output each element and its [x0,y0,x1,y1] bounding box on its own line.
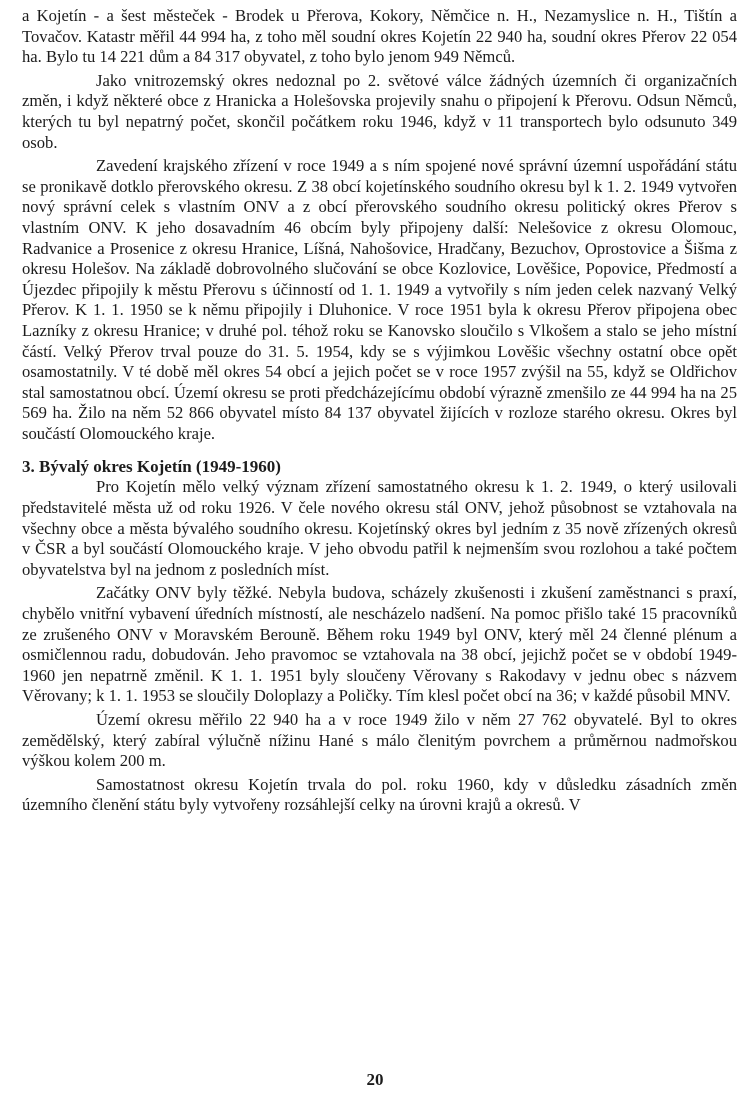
page-number: 20 [366,1070,384,1089]
body-text-before [22,6,737,444]
paragraph-7: Samostatnost okresu Kojetín trvala do pol. roku 1960, kdy v důsledku zásadních změn územního členění státu byly vytvořeny rozsáhlejší celky na úrovni krajů a okresů. V [22,774,737,815]
paragraph-5: Začátky ONV byly těžké. Nebyla budova, scházely zkušenosti i zkušení zaměstnanci s praxí, chybělo vnitřní vybavení úředních místností, ale nescházelo nadšení. Na pomoc přišlo také 15 pracovníků ze zrušeného ONV v Moravském Berouně. Během roku 1949 byl ONV, který měl 24 členné plénum a osmičlennou radu, dobudován. Jeho pravomoc se vztahovala na 38 obcí, jejichž počet se v období 1949-1960 jen nepatrně změnil. K 1. 1. 1951 byly sloučeny Věrovany s Rakodavy v jednu obec s názvem Věrovany; k 1. 1. 1953 se sloučily Doloplazy a Poličky. Tím klesl počet obcí na 36; v každé působil MNV. [22,583,737,706]
document-page [22,6,737,819]
section-heading: 3. Bývalý okres Kojetín (1949-1960) [22,457,281,477]
paragraph-2: Jako vnitrozemský okres nedoznal po 2. světové válce žádných územních či organizačních změn, i když některé obce z Hranicka a Holešovska projevily snahu o připojení k Přerovu. Odsun Němců, kterých tu byl nepatrný počet, skončil počátkem roku 1946, když v 11 transportech bylo odsunuto 349 osob. [22,70,737,152]
paragraph-6: Území okresu měřilo 22 940 ha a v roce 1949 žilo v něm 27 762 obyvatelé. Byl to okres zemědělský, který zabíral výlučně nížinu Hané s málo členitým povrchem a průměrnou nadmořskou výškou kolem 200 m. [22,710,737,771]
paragraph-3: Zavedení krajského zřízení v roce 1949 a s ním spojené nové správní územní uspořádání státu se pronikavě dotklo přerovského okresu. Z 38 obcí kojetínského soudního okresu byl k 1. 2. 1949 vytvořen nový správní celek s vlastním ONV a z obcí přerovského soudního okresu politický okres Přerov s vlastním ONV. K jeho dosavadním 46 obcím byly připojeny další: Nelešovice z okresu Olomouc, Radvanice a Prosenice z okresu Hranice, Líšná, Nahošovice, Hradčany, Bezuchov, Oprostovice a Šišma z okresu Holešov. Na základě dobrovolného slučování se obce Kozlovice, Lověšice, Popovice, Předmostí a Újezdec připojily k městu Přerovu s účinností od 1. 1. 1949 a vytvořily s ním jeden celek nazvaný Velký Přerov. K 1. 1. 1950 se k němu připojily i Dluhonice. V roce 1951 byla k okresu Přerov připojena obec Lazníky z okresu Hranice; v druhé pol. téhož roku se Kanovsko sloučilo s Vlkošem a stalo se jeho místní částí. Velký Přerov trval pouze do 31. 5. 1954, kdy se s výjimkou Lověšic všechny ostatní obce opět osamostatnily. V té době měl okres 54 obcí a jejich počet se v roce 1957 zvýšil na 55, když se Oldřichov stal samostatnou obcí. Území okresu se proti předcházejícímu období výrazně zmenšilo ze 44 994 ha na 25 569 ha. Žilo na něm 52 866 obyvatel místo 84 137 obyvatel žijících v rozloze starého okresu. Okres byl součástí Olomouckého kraje. [22,156,737,443]
body-text-after [22,477,737,816]
paragraph-1: a Kojetín - a šest městeček - Brodek u Přerova, Kokory, Němčice n. H., Nezamyslice n. H., Tištín a Tovačov. Katastr měřil 44 994 ha, z toho měl soudní okres Kojetín 22 940 ha, soudní okres Přerov 22 054 ha. Bylo tu 14 221 dům a 84 317 obyvatel, z toho bylo jenom 949 Němců. [22,6,737,67]
paragraph-4: Pro Kojetín mělo velký význam zřízení samostatného okresu k 1. 2. 1949, o který usilovali představitelé města už od roku 1926. V čele nového okresu stál ONV, jehož působnost se vztahovala na všechny obce a města bývalého soudního okresu. Kojetínský okres byl jedním z 35 nově zřízených okresů v ČSR a byl součástí Olomouckého kraje. V jeho obvodu patřil k nejmenším svou rozlohou a také počtem obyvatelstva byl na jednom z posledních míst. [22,477,737,579]
